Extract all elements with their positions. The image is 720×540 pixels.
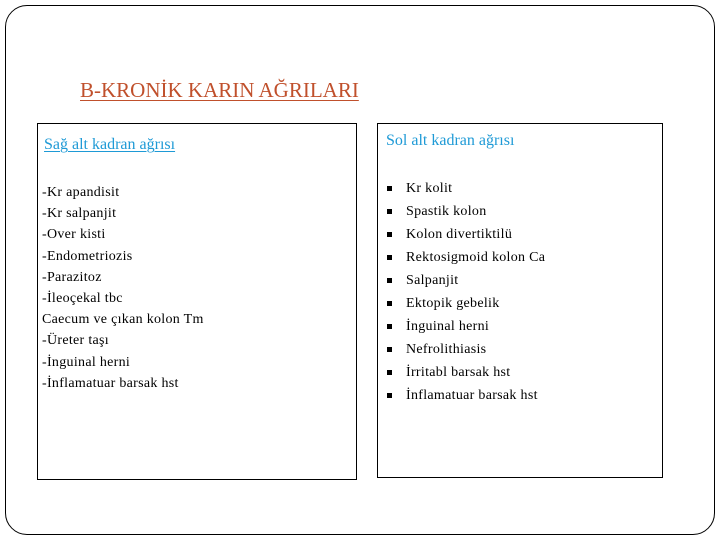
list-item (386, 200, 545, 223)
list-item-label: Spastik kolon (406, 204, 487, 219)
list-item: -İnguinal herni (42, 354, 131, 370)
list-item (386, 384, 545, 407)
square-bullet-icon (387, 324, 392, 329)
right-box-heading: Sol alt kadran ağrısı (386, 132, 515, 149)
list-item-label: İnguinal herni (406, 319, 490, 334)
list-item: -Parazitoz (42, 269, 102, 285)
list-item (386, 177, 545, 200)
list-item-label: Ektopik gebelik (406, 296, 500, 311)
list-item (386, 361, 545, 384)
square-bullet-icon (387, 278, 392, 283)
square-bullet-icon (387, 186, 392, 191)
left-box-heading: Sağ alt kadran ağrısı (44, 136, 176, 153)
list-item (386, 338, 545, 361)
left-lower-quadrant-box (377, 123, 663, 478)
square-bullet-icon (387, 232, 392, 237)
square-bullet-icon (387, 393, 392, 398)
list-item (386, 315, 545, 338)
square-bullet-icon (387, 255, 392, 260)
square-bullet-icon (387, 347, 392, 352)
list-item-label: Nefrolithiasis (406, 342, 487, 357)
list-item (386, 269, 545, 292)
list-item (386, 246, 545, 269)
list-item-label: Kolon divertiktilü (406, 227, 513, 242)
list-item: -Kr salpanjit (42, 206, 117, 222)
list-item (386, 292, 545, 315)
left-cause-list (42, 182, 204, 394)
list-item: -İnflamatuar barsak hst (42, 375, 179, 391)
list-item-label: Salpanjit (406, 273, 459, 288)
square-bullet-icon (387, 370, 392, 375)
list-item: -İleoçekal tbc (42, 291, 123, 307)
right-cause-list (386, 177, 545, 407)
right-lower-quadrant-box (37, 123, 357, 480)
list-item: Caecum ve çıkan kolon Tm (42, 312, 204, 328)
list-item-label: Kr kolit (406, 181, 453, 196)
list-item (386, 223, 545, 246)
list-item-label: İrritabl barsak hst (406, 365, 511, 380)
square-bullet-icon (387, 301, 392, 306)
list-item: -Üreter taşı (42, 333, 109, 349)
list-item: -Over kisti (42, 227, 106, 243)
list-item-label: İnflamatuar barsak hst (406, 388, 538, 403)
list-item: -Kr apandisit (42, 185, 120, 200)
list-item: -Endometriozis (42, 248, 133, 264)
list-item-label: Rektosigmoid kolon Ca (406, 250, 546, 265)
square-bullet-icon (387, 209, 392, 214)
slide-title: B-KRONİK KARIN AĞRILARI (80, 78, 359, 102)
